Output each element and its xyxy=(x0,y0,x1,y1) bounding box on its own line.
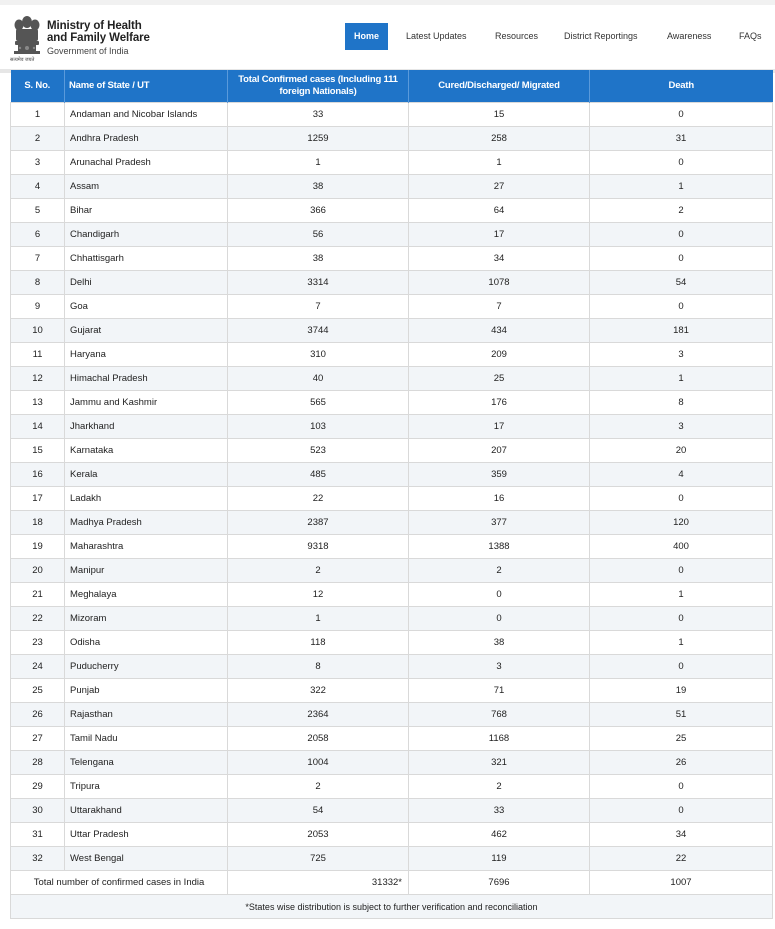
cell-death: 0 xyxy=(590,151,773,175)
cell-sno: 21 xyxy=(11,583,65,607)
table-row xyxy=(11,751,773,775)
header-state-name: Name of State / UT xyxy=(65,70,228,103)
cell-cured: 462 xyxy=(409,823,590,847)
cell-confirmed: 2 xyxy=(228,775,409,799)
cell-death: 19 xyxy=(590,679,773,703)
table-row xyxy=(11,703,773,727)
cell-cured: 434 xyxy=(409,319,590,343)
cell-name: Telengana xyxy=(65,751,228,775)
emblem-caption: सत्यमेव जयते xyxy=(10,57,35,63)
cell-cured: 7 xyxy=(409,295,590,319)
table-row xyxy=(11,271,773,295)
total-label: Total number of confirmed cases in India xyxy=(11,871,228,895)
cell-cured: 119 xyxy=(409,847,590,871)
cell-death: 31 xyxy=(590,127,773,151)
cell-cured: 38 xyxy=(409,631,590,655)
cell-name: Uttar Pradesh xyxy=(65,823,228,847)
cell-sno: 23 xyxy=(11,631,65,655)
cell-name: Bihar xyxy=(65,199,228,223)
cell-cured: 15 xyxy=(409,103,590,127)
cell-confirmed: 2 xyxy=(228,559,409,583)
table-row xyxy=(11,727,773,751)
cell-name: Uttarakhand xyxy=(65,799,228,823)
table-row xyxy=(11,343,773,367)
cell-confirmed: 56 xyxy=(228,223,409,247)
cell-confirmed: 485 xyxy=(228,463,409,487)
cell-name: Mizoram xyxy=(65,607,228,631)
table-row xyxy=(11,655,773,679)
header-sno: S. No. xyxy=(11,70,65,103)
cell-name: Madhya Pradesh xyxy=(65,511,228,535)
cell-confirmed: 366 xyxy=(228,199,409,223)
cell-death: 20 xyxy=(590,439,773,463)
cell-death: 0 xyxy=(590,223,773,247)
cell-name: Ladakh xyxy=(65,487,228,511)
cell-sno: 19 xyxy=(11,535,65,559)
note-row xyxy=(11,895,773,919)
table-body xyxy=(11,103,773,919)
cell-confirmed: 40 xyxy=(228,367,409,391)
table-row xyxy=(11,319,773,343)
cell-cured: 377 xyxy=(409,511,590,535)
cell-confirmed: 22 xyxy=(228,487,409,511)
table-row xyxy=(11,799,773,823)
cell-sno: 9 xyxy=(11,295,65,319)
cell-confirmed: 565 xyxy=(228,391,409,415)
cell-death: 1 xyxy=(590,367,773,391)
cell-name: Delhi xyxy=(65,271,228,295)
cell-confirmed: 8 xyxy=(228,655,409,679)
cell-cured: 1078 xyxy=(409,271,590,295)
cell-name: Chandigarh xyxy=(65,223,228,247)
header-confirmed: Total Confirmed cases (Including 111 foreign Nationals) xyxy=(228,70,409,103)
cell-name: Chhattisgarh xyxy=(65,247,228,271)
cell-confirmed: 310 xyxy=(228,343,409,367)
cell-name: Jammu and Kashmir xyxy=(65,391,228,415)
table-row xyxy=(11,583,773,607)
cell-confirmed: 1 xyxy=(228,607,409,631)
cell-confirmed: 38 xyxy=(228,247,409,271)
cell-cured: 0 xyxy=(409,607,590,631)
cell-death: 0 xyxy=(590,775,773,799)
cell-death: 0 xyxy=(590,655,773,679)
cell-confirmed: 1 xyxy=(228,151,409,175)
table-row xyxy=(11,463,773,487)
cell-death: 3 xyxy=(590,343,773,367)
cell-name: West Bengal xyxy=(65,847,228,871)
cell-sno: 10 xyxy=(11,319,65,343)
cell-confirmed: 2058 xyxy=(228,727,409,751)
cell-sno: 29 xyxy=(11,775,65,799)
cell-confirmed: 2053 xyxy=(228,823,409,847)
ministry-title[interactable] xyxy=(47,20,150,57)
cell-death: 1 xyxy=(590,175,773,199)
state-cases-table xyxy=(10,70,773,919)
table-row xyxy=(11,247,773,271)
cell-cured: 34 xyxy=(409,247,590,271)
cell-sno: 7 xyxy=(11,247,65,271)
cell-name: Punjab xyxy=(65,679,228,703)
cell-name: Andhra Pradesh xyxy=(65,127,228,151)
cell-name: Manipur xyxy=(65,559,228,583)
cell-name: Rajasthan xyxy=(65,703,228,727)
cell-death: 400 xyxy=(590,535,773,559)
cell-confirmed: 54 xyxy=(228,799,409,823)
cell-confirmed: 7 xyxy=(228,295,409,319)
table-row xyxy=(11,631,773,655)
cell-sno: 11 xyxy=(11,343,65,367)
cell-confirmed: 322 xyxy=(228,679,409,703)
table-row xyxy=(11,127,773,151)
cell-sno: 4 xyxy=(11,175,65,199)
cell-name: Tripura xyxy=(65,775,228,799)
cell-sno: 13 xyxy=(11,391,65,415)
cell-name: Jharkhand xyxy=(65,415,228,439)
cell-death: 120 xyxy=(590,511,773,535)
cell-name: Andaman and Nicobar Islands xyxy=(65,103,228,127)
cell-name: Haryana xyxy=(65,343,228,367)
cell-sno: 24 xyxy=(11,655,65,679)
cell-cured: 2 xyxy=(409,559,590,583)
cell-name: Goa xyxy=(65,295,228,319)
cell-cured: 17 xyxy=(409,415,590,439)
cell-confirmed: 33 xyxy=(228,103,409,127)
cell-cured: 17 xyxy=(409,223,590,247)
cell-cured: 25 xyxy=(409,367,590,391)
cell-confirmed: 1259 xyxy=(228,127,409,151)
cell-death: 25 xyxy=(590,727,773,751)
cell-cured: 1388 xyxy=(409,535,590,559)
cell-name: Tamil Nadu xyxy=(65,727,228,751)
table-row xyxy=(11,199,773,223)
cell-cured: 209 xyxy=(409,343,590,367)
cell-death: 0 xyxy=(590,295,773,319)
cell-sno: 31 xyxy=(11,823,65,847)
cell-death: 22 xyxy=(590,847,773,871)
cell-confirmed: 38 xyxy=(228,175,409,199)
cell-death: 1 xyxy=(590,631,773,655)
cell-death: 0 xyxy=(590,607,773,631)
cell-cured: 1168 xyxy=(409,727,590,751)
cell-cured: 2 xyxy=(409,775,590,799)
ministry-line1: Ministry of Health xyxy=(47,20,142,32)
verification-note: *States wise distribution is subject to further verification and reconciliation xyxy=(11,895,773,919)
cell-cured: 27 xyxy=(409,175,590,199)
cell-name: Meghalaya xyxy=(65,583,228,607)
table-row xyxy=(11,415,773,439)
cell-cured: 64 xyxy=(409,199,590,223)
cell-cured: 71 xyxy=(409,679,590,703)
table-row xyxy=(11,535,773,559)
table-row xyxy=(11,439,773,463)
cell-confirmed: 118 xyxy=(228,631,409,655)
cell-confirmed: 1004 xyxy=(228,751,409,775)
cell-name: Gujarat xyxy=(65,319,228,343)
cell-sno: 12 xyxy=(11,367,65,391)
cell-death: 51 xyxy=(590,703,773,727)
cell-name: Puducherry xyxy=(65,655,228,679)
cell-cured: 3 xyxy=(409,655,590,679)
site-header xyxy=(0,5,775,69)
cell-name: Odisha xyxy=(65,631,228,655)
cell-sno: 27 xyxy=(11,727,65,751)
cell-sno: 25 xyxy=(11,679,65,703)
cell-confirmed: 2364 xyxy=(228,703,409,727)
cell-cured: 207 xyxy=(409,439,590,463)
table-row xyxy=(11,511,773,535)
table-row xyxy=(11,223,773,247)
table-row xyxy=(11,559,773,583)
total-row xyxy=(11,871,773,895)
cell-cured: 258 xyxy=(409,127,590,151)
total-death: 1007 xyxy=(590,871,773,895)
table-row xyxy=(11,391,773,415)
cell-death: 3 xyxy=(590,415,773,439)
table-row xyxy=(11,295,773,319)
cell-cured: 321 xyxy=(409,751,590,775)
cell-cured: 0 xyxy=(409,583,590,607)
cell-sno: 22 xyxy=(11,607,65,631)
table-row xyxy=(11,103,773,127)
cell-confirmed: 12 xyxy=(228,583,409,607)
cell-death: 0 xyxy=(590,799,773,823)
cell-name: Maharashtra xyxy=(65,535,228,559)
cell-cured: 176 xyxy=(409,391,590,415)
table-row xyxy=(11,367,773,391)
cell-death: 0 xyxy=(590,487,773,511)
cell-confirmed: 725 xyxy=(228,847,409,871)
cell-cured: 768 xyxy=(409,703,590,727)
cell-sno: 6 xyxy=(11,223,65,247)
cell-sno: 1 xyxy=(11,103,65,127)
cell-cured: 359 xyxy=(409,463,590,487)
cell-sno: 16 xyxy=(11,463,65,487)
cell-sno: 2 xyxy=(11,127,65,151)
cell-confirmed: 3744 xyxy=(228,319,409,343)
cell-sno: 8 xyxy=(11,271,65,295)
cell-sno: 15 xyxy=(11,439,65,463)
nav-resources[interactable]: Resources xyxy=(495,31,539,41)
ministry-line2: and Family Welfare xyxy=(47,32,150,44)
table-row xyxy=(11,175,773,199)
cell-name: Himachal Pradesh xyxy=(65,367,228,391)
cell-confirmed: 523 xyxy=(228,439,409,463)
ministry-line3: Government of India xyxy=(47,46,129,56)
cell-sno: 14 xyxy=(11,415,65,439)
table-row xyxy=(11,847,773,871)
cell-sno: 32 xyxy=(11,847,65,871)
cell-cured: 33 xyxy=(409,799,590,823)
total-confirmed: 31332* xyxy=(228,871,409,895)
cell-name: Kerala xyxy=(65,463,228,487)
cell-death: 26 xyxy=(590,751,773,775)
nav-faqs[interactable]: FAQs xyxy=(739,31,762,41)
cell-death: 34 xyxy=(590,823,773,847)
cell-confirmed: 103 xyxy=(228,415,409,439)
nav-awareness[interactable]: Awareness xyxy=(667,31,712,41)
total-cured: 7696 xyxy=(409,871,590,895)
cell-death: 0 xyxy=(590,247,773,271)
table-row xyxy=(11,487,773,511)
cell-name: Assam xyxy=(65,175,228,199)
cell-confirmed: 3314 xyxy=(228,271,409,295)
nav-home[interactable]: Home xyxy=(345,23,388,50)
cell-name: Karnataka xyxy=(65,439,228,463)
cell-sno: 18 xyxy=(11,511,65,535)
header-death: Death xyxy=(590,70,773,103)
cell-name: Arunachal Pradesh xyxy=(65,151,228,175)
nav-district-reportings[interactable]: District Reportings xyxy=(564,31,638,41)
cell-sno: 20 xyxy=(11,559,65,583)
cell-cured: 1 xyxy=(409,151,590,175)
cell-death: 0 xyxy=(590,103,773,127)
table-row xyxy=(11,775,773,799)
cell-death: 181 xyxy=(590,319,773,343)
cell-confirmed: 9318 xyxy=(228,535,409,559)
header-cured: Cured/Discharged/ Migrated xyxy=(409,70,590,103)
state-cases-table-container xyxy=(10,70,772,919)
table-row xyxy=(11,823,773,847)
cell-sno: 28 xyxy=(11,751,65,775)
table-header-row xyxy=(11,70,773,103)
table-row xyxy=(11,679,773,703)
cell-death: 1 xyxy=(590,583,773,607)
table-row xyxy=(11,151,773,175)
cell-confirmed: 2387 xyxy=(228,511,409,535)
cell-sno: 26 xyxy=(11,703,65,727)
national-emblem-icon[interactable] xyxy=(11,13,43,57)
cell-sno: 3 xyxy=(11,151,65,175)
nav-latest-updates[interactable]: Latest Updates xyxy=(406,31,467,41)
cell-death: 2 xyxy=(590,199,773,223)
cell-cured: 16 xyxy=(409,487,590,511)
cell-death: 8 xyxy=(590,391,773,415)
cell-sno: 5 xyxy=(11,199,65,223)
table-row xyxy=(11,607,773,631)
cell-death: 4 xyxy=(590,463,773,487)
cell-sno: 30 xyxy=(11,799,65,823)
cell-death: 54 xyxy=(590,271,773,295)
cell-death: 0 xyxy=(590,559,773,583)
cell-sno: 17 xyxy=(11,487,65,511)
